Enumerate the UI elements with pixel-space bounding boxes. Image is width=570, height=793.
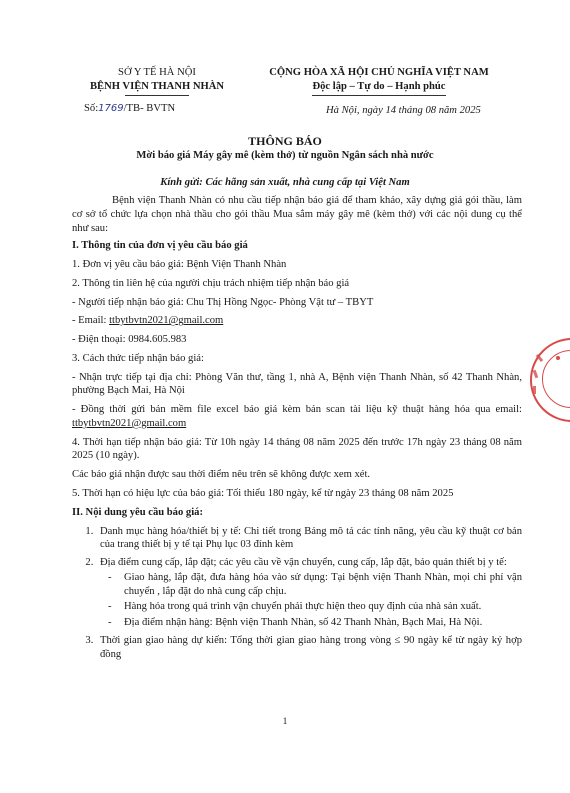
national-header	[244, 66, 514, 96]
s1-item-3: 3. Cách thức tiếp nhận báo giá:	[72, 352, 204, 364]
list-item: 3. Thời gian giao hàng dự kiến: Tổng thời gian giao hàng trong vòng ≤ 90 ngày kể từ ngày ký hợp đồng	[96, 634, 522, 662]
motto-underline	[312, 95, 446, 96]
s1-item-5: 5. Thời hạn có hiệu lực của báo giá: Tối thiểu 180 ngày, kể từ ngày 23 tháng 08 năm 2025	[72, 488, 454, 500]
seal-letter-mark	[533, 370, 539, 379]
document-number: Số:1769/TB- BVTN	[84, 103, 176, 114]
file-email-link[interactable]: ttbytbvtn2021@gmail.com	[72, 417, 187, 429]
issuer-block	[72, 66, 242, 96]
place-date: Hà Nội, ngày 14 tháng 08 năm 2025	[326, 105, 481, 116]
document-title: THÔNG BÁO	[248, 134, 322, 148]
country-name: CỘNG HÒA XÃ HỘI CHỦ NGHĨA VIỆT NAM	[269, 67, 489, 78]
phone-line: - Điện thoại: 0984.605.983	[72, 334, 187, 346]
sub-list-item: - Giao hàng, lắp đặt, đưa hàng hóa vào sử dụng: Tại bệnh viện Thanh Nhàn, mọi chi phí vận chuyển , lắp đặt do nhà cung cấp chịu.	[120, 571, 522, 599]
s1-item-4: 4. Thời hạn tiếp nhận báo giá: Từ 10h ngày 14 tháng 08 năm 2025 đến trước 17h ngày 23 tháng 08 năm 2025 (10 ngày).	[72, 436, 522, 462]
file-submission: - Đồng thời gửi bản mềm file excel báo giá kèm bản scan tài liệu kỹ thuật hàng hóa qua email: ttbytbvtn2021@gmail.com	[72, 404, 522, 429]
red-seal-stamp	[530, 338, 570, 422]
seal-letter-mark	[533, 386, 536, 394]
requirements-list	[72, 525, 522, 662]
parent-org: SỞ Y TẾ HÀ NỘI	[118, 67, 196, 78]
email-line: - Email: ttbytbvtn2021@gmail.com	[72, 315, 224, 327]
s1-item-1: 1. Đơn vị yêu cầu báo giá: Bệnh Viện Thanh Nhàn	[72, 259, 287, 271]
document-body	[72, 194, 522, 665]
intro-paragraph: Bệnh viện Thanh Nhàn có nhu cầu tiếp nhận báo giá để tham khảo, xây dựng giá gói thầu, làm cơ sở tổ chức lựa chọn nhà thầu cho gói thầu Mua sắm máy gây mê (kèm thở) với các nội dung cụ thể như sau:	[72, 195, 522, 234]
greeting: Kính gửi: Các hãng sản xuất, nhà cung cấp tại Việt Nam	[160, 177, 410, 188]
seal-letter-mark	[536, 354, 543, 362]
email-link[interactable]: ttbytbvtn2021@gmail.com	[109, 315, 224, 327]
delivery-sublist	[100, 571, 522, 630]
handwritten-number: 1769	[98, 103, 124, 114]
document-subtitle: Mời báo giá Máy gây mê (kèm thở) từ nguồn Ngân sách nhà nước	[136, 150, 434, 161]
late-note: Các báo giá nhận được sau thời điểm nêu trên sẽ không được xem xét.	[72, 469, 371, 481]
issuer-underline	[125, 95, 189, 96]
list-item: 1. Danh mục hàng hóa/thiết bị y tế: Chi tiết trong Bảng mô tả các tính năng, yêu cầu kỹ thuật cơ bản của trang thiết bị y tế tại Phụ lục 03 đính kèm	[96, 525, 522, 553]
sub-list-item: - Hàng hóa trong quá trình vận chuyển phải thực hiện theo quy định của nhà sản xuất.	[120, 600, 522, 614]
seal-star	[556, 356, 560, 360]
sub-list-item: - Địa điểm nhận hàng: Bệnh viện Thanh Nhàn, số 42 Thanh Nhàn, Bạch Mai, Hà Nội.	[120, 616, 522, 630]
direct-submission: - Nhận trực tiếp tại địa chỉ: Phòng Văn thư, tầng 1, nhà A, Bệnh viện Thanh Nhàn, số 42 Thanh Nhàn, phường Bạch Mai, Hà Nội	[72, 371, 522, 397]
list-item: 2. Địa điểm cung cấp, lắp đặt; các yêu cầu về vận chuyển, cung cấp, lắp đặt, bảo quản thiết bị y tế: - Giao hàng, lắp đặt, đưa hàng hóa vào sử dụng: Tại bệnh viện Thanh Nhàn, mọi chi phí vận chuyển , lắp đặt do nhà cung cấp chịu. - Hàng hóa trong quá trình vận chuyển phải thực hiện theo quy định của nhà sản xuất. - Địa điểm nhận hàng: Bệnh viện Thanh Nhàn, số 42 Thanh Nhàn, Bạch Mai, Hà Nội.	[96, 556, 522, 630]
motto: Độc lập – Tự do – Hạnh phúc	[312, 80, 446, 92]
section-2-heading: II. Nội dung yêu cầu báo giá:	[72, 506, 203, 518]
org-name: BỆNH VIỆN THANH NHÀN	[89, 80, 225, 92]
section-1-heading: I. Thông tin của đơn vị yêu cầu báo giá	[72, 240, 248, 252]
page-number: 1	[282, 717, 288, 727]
contact-person: - Người tiếp nhận báo giá: Chu Thị Hồng Ngọc- Phòng Vật tư – TBYT	[72, 296, 374, 308]
s1-item-2: 2. Thông tin liên hệ của người chịu trách nhiệm tiếp nhận báo giá	[72, 277, 350, 289]
